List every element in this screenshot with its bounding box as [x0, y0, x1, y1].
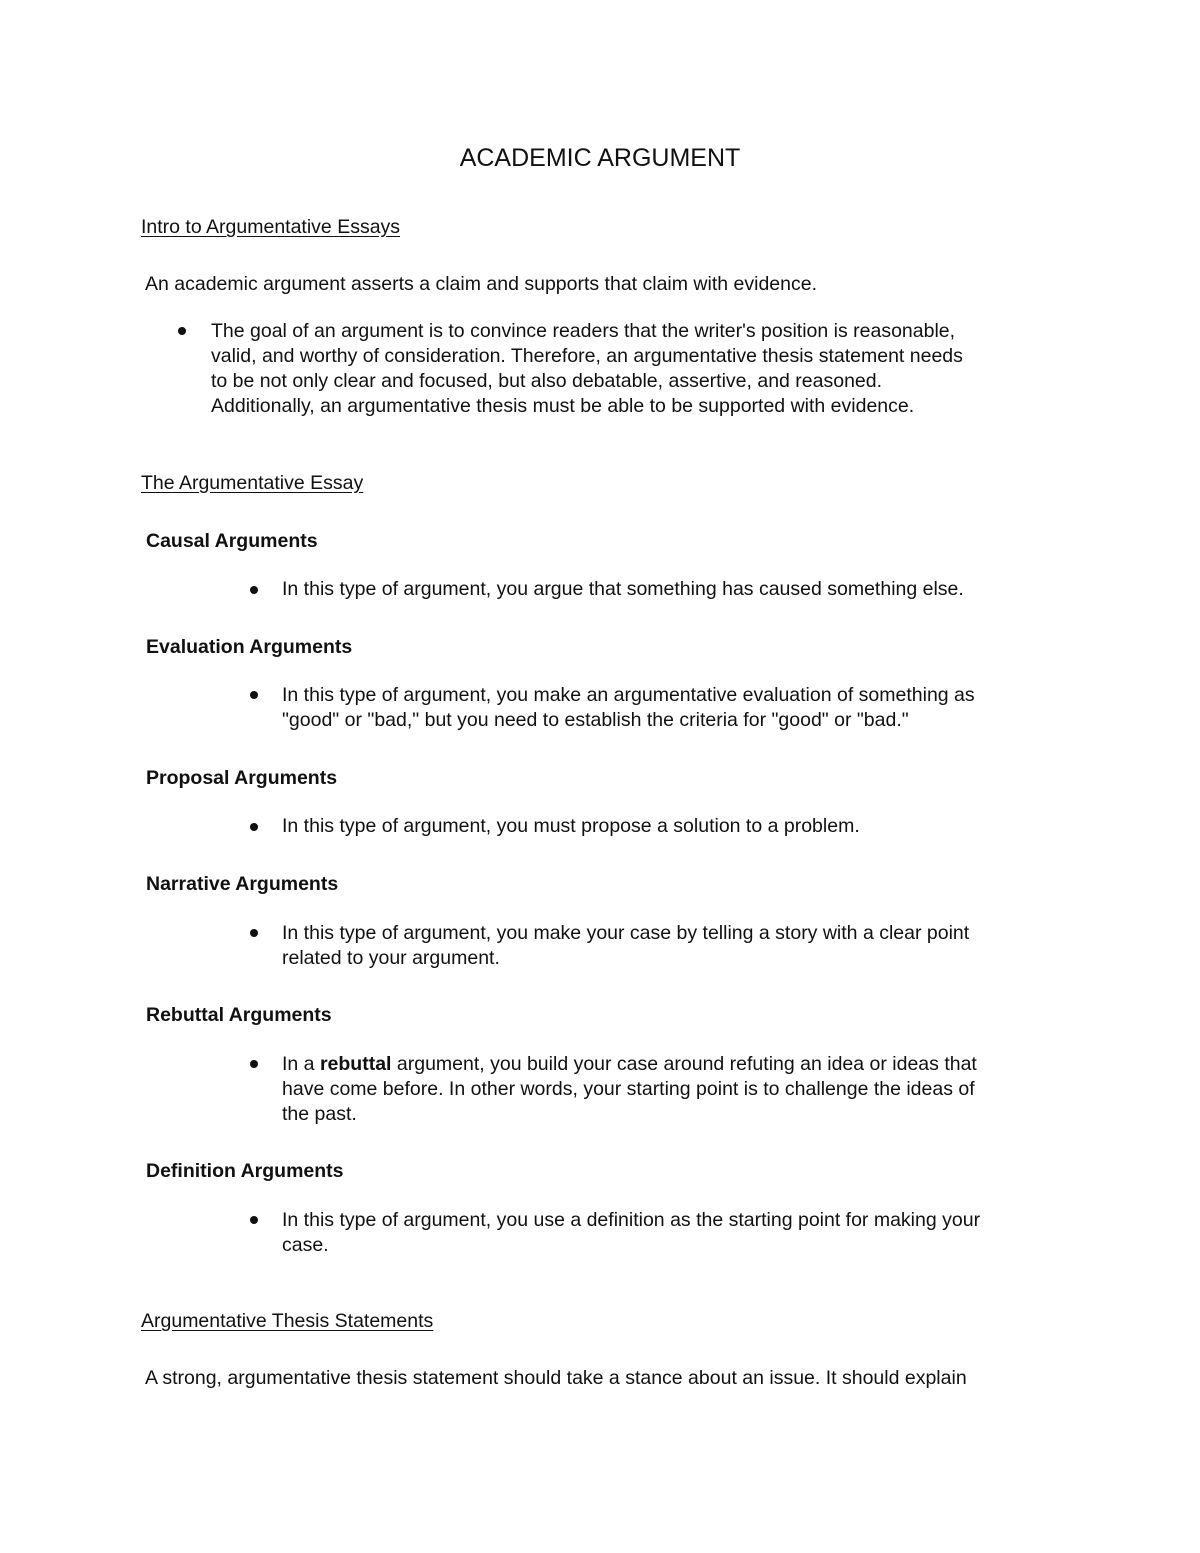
heading-causal: Causal Arguments [146, 530, 318, 552]
text-line [282, 1052, 977, 1077]
rebuttal-bullet-text [282, 1052, 977, 1127]
section-heading-intro: Intro to Argumentative Essays [141, 216, 401, 238]
definition-bullet-text [282, 1208, 980, 1258]
bold-term: rebuttal [319, 1053, 392, 1075]
section-heading-essay: The Argumentative Essay [141, 472, 364, 494]
thesis-paragraph: A strong, argumentative thesis statement should take a stance about an issue. It should explain [145, 1367, 967, 1389]
text-line: to be not only clear and focused, but also debatable, assertive, and reasoned. [211, 370, 883, 392]
bullet-icon [250, 823, 258, 831]
text-run: argument, you build your case around refuting an idea or ideas that [391, 1053, 977, 1075]
heading-narrative: Narrative Arguments [146, 873, 339, 895]
heading-proposal: Proposal Arguments [146, 767, 338, 789]
heading-evaluation: Evaluation Arguments [146, 636, 353, 658]
bullet-icon [250, 1060, 258, 1068]
text-run: In a [282, 1053, 320, 1075]
narrative-bullet-text [282, 921, 969, 971]
text-line: case. [282, 1234, 329, 1256]
section-heading-thesis: Argumentative Thesis Statements [141, 1310, 434, 1332]
heading-rebuttal: Rebuttal Arguments [146, 1004, 332, 1026]
bullet-icon [250, 1216, 258, 1224]
bullet-icon [250, 691, 258, 699]
text-line: "good" or "bad," but you need to establish the criteria for "good" or "bad." [282, 709, 909, 731]
text-line: In this type of argument, you argue that something has caused something else. [282, 578, 964, 600]
text-line: In this type of argument, you make an argumentative evaluation of something as [282, 684, 975, 706]
text-line: In this type of argument, you make your case by telling a story with a clear point [282, 922, 970, 944]
text-line: In this type of argument, you must propose a solution to a problem. [282, 815, 860, 837]
text-line: valid, and worthy of consideration. Therefore, an argumentative thesis statement needs [211, 345, 963, 367]
text-line: have come before. In other words, your starting point is to challenge the ideas of [282, 1078, 975, 1100]
bullet-icon [250, 586, 258, 594]
bullet-icon [178, 327, 186, 335]
text-line: the past. [282, 1103, 357, 1125]
document-title: ACADEMIC ARGUMENT [459, 144, 741, 172]
intro-paragraph: An academic argument asserts a claim and supports that claim with evidence. [145, 273, 817, 295]
proposal-bullet-text [282, 814, 860, 839]
text-line: In this type of argument, you use a definition as the starting point for making your [282, 1209, 981, 1231]
heading-definition: Definition Arguments [146, 1160, 344, 1182]
intro-bullet-text [211, 319, 963, 419]
bullet-icon [250, 929, 258, 937]
text-line: Additionally, an argumentative thesis must be able to be supported with evidence. [211, 395, 915, 417]
evaluation-bullet-text [282, 683, 975, 733]
text-line: The goal of an argument is to convince readers that the writer's position is reasonable, [211, 320, 956, 342]
causal-bullet-text [282, 577, 964, 602]
text-line: related to your argument. [282, 947, 500, 969]
